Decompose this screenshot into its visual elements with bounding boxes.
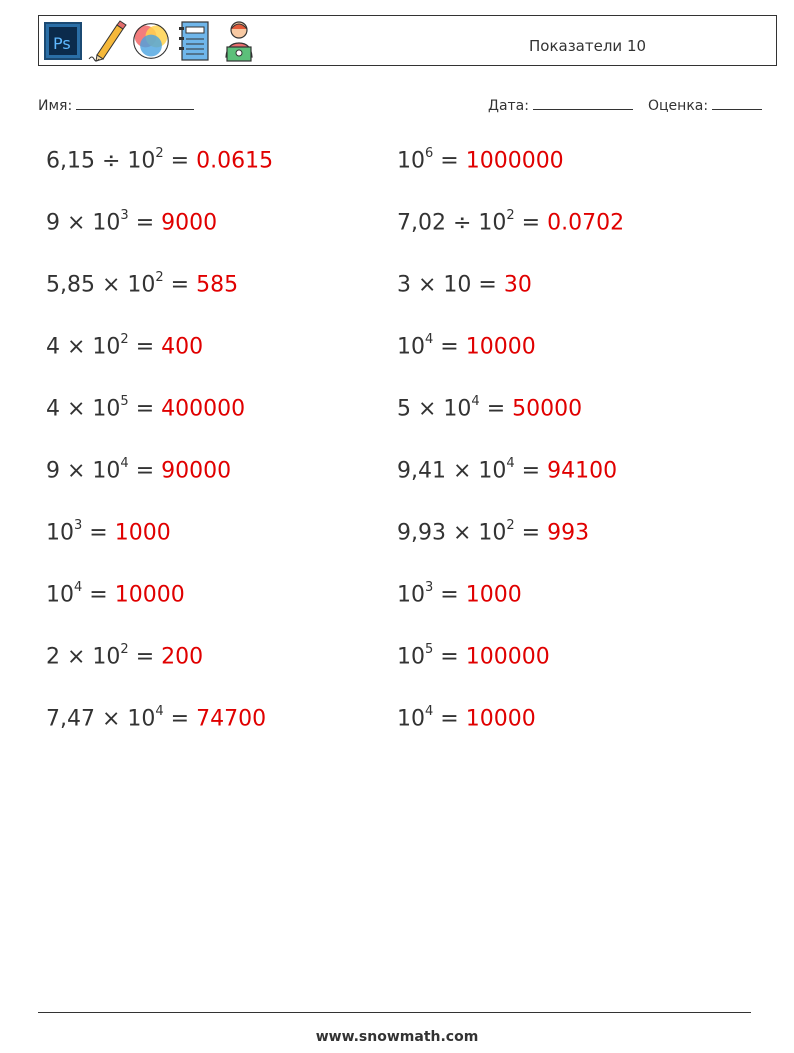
header-box	[38, 15, 777, 66]
footer-divider	[38, 1012, 751, 1013]
answer: 30	[503, 272, 532, 298]
problem-left-4: $4 \times 10^2 = 400$	[46, 332, 204, 360]
score-label: Оценка:	[648, 98, 709, 114]
answer: 10000	[114, 582, 185, 608]
problem-right-5: $5 \times 10^4 = 50000$	[397, 394, 583, 422]
date-field[interactable]	[488, 95, 633, 114]
answer: 400000	[161, 396, 246, 422]
answer: 94100	[547, 458, 618, 484]
name-label: Имя:	[38, 98, 73, 114]
answer: 90000	[161, 458, 232, 484]
problem-right-3: 3 × 10 = 30	[397, 272, 532, 298]
problem-right-10: $10^4 = 10000$	[397, 704, 536, 732]
problem-left-7: $10^3 = 1000$	[46, 518, 171, 546]
problem-right-1: $10^6 = 1000000$	[397, 146, 564, 174]
problem-left-6: $9 \times 10^4 = 90000$	[46, 456, 232, 484]
answer: 200	[161, 644, 204, 670]
problem-left-5: $4 \times 10^5 = 400000$	[46, 394, 246, 422]
color-wheel-icon	[131, 19, 171, 63]
problem-right-7: $9,93 \times 10^2 = 993$	[397, 518, 590, 546]
problem-left-9: $2 \times 10^2 = 200$	[46, 642, 204, 670]
answer: 10000	[465, 706, 536, 732]
footer-website[interactable]: www.snowmath.com	[315, 1029, 479, 1045]
answer: 1000000	[465, 148, 564, 174]
answer: 50000	[512, 396, 583, 422]
date-label: Дата:	[488, 98, 529, 114]
problem-right-6: $9,41 \times 10^4 = 94100$	[397, 456, 618, 484]
answer: 0.0702	[547, 210, 625, 236]
answer: 9000	[161, 210, 218, 236]
answer: 993	[547, 520, 590, 546]
teacher-icon	[219, 19, 259, 63]
problem-left-3: $5,85 \times 10^2 = 585$	[46, 270, 239, 298]
score-blank[interactable]	[712, 95, 762, 110]
answer: 74700	[196, 706, 267, 732]
answer: 1000	[465, 582, 522, 608]
page-title: Показатели 10	[529, 37, 647, 55]
svg-text:Ps: Ps	[53, 34, 71, 53]
photoshop-icon	[43, 19, 83, 63]
problem-right-4: $10^4 = 10000$	[397, 332, 536, 360]
answer: 100000	[465, 644, 550, 670]
problem-right-9: $10^5 = 100000$	[397, 642, 550, 670]
pencil-icon	[87, 19, 127, 63]
answer: 0.0615	[196, 148, 274, 174]
problem-left-2: $9 \times 10^3 = 9000$	[46, 208, 218, 236]
problem-right-2: $7,02 \div 10^2 = 0.0702$	[397, 208, 625, 236]
answer: 400	[161, 334, 204, 360]
name-field[interactable]	[38, 95, 194, 114]
problem-left-8: $10^4 = 10000$	[46, 580, 185, 608]
date-blank[interactable]	[533, 95, 633, 110]
answer: 10000	[465, 334, 536, 360]
problem-left-1: $6,15 \div 10^2 = 0.0615$	[46, 146, 274, 174]
notebook-icon	[175, 19, 215, 63]
name-blank[interactable]	[76, 95, 194, 110]
problem-right-8: $10^3 = 1000$	[397, 580, 522, 608]
score-field[interactable]	[648, 95, 762, 114]
problem-left-10: $7,47 \times 10^4 = 74700$	[46, 704, 267, 732]
answer: 1000	[114, 520, 171, 546]
icon-bar	[43, 19, 259, 63]
answer: 585	[196, 272, 239, 298]
